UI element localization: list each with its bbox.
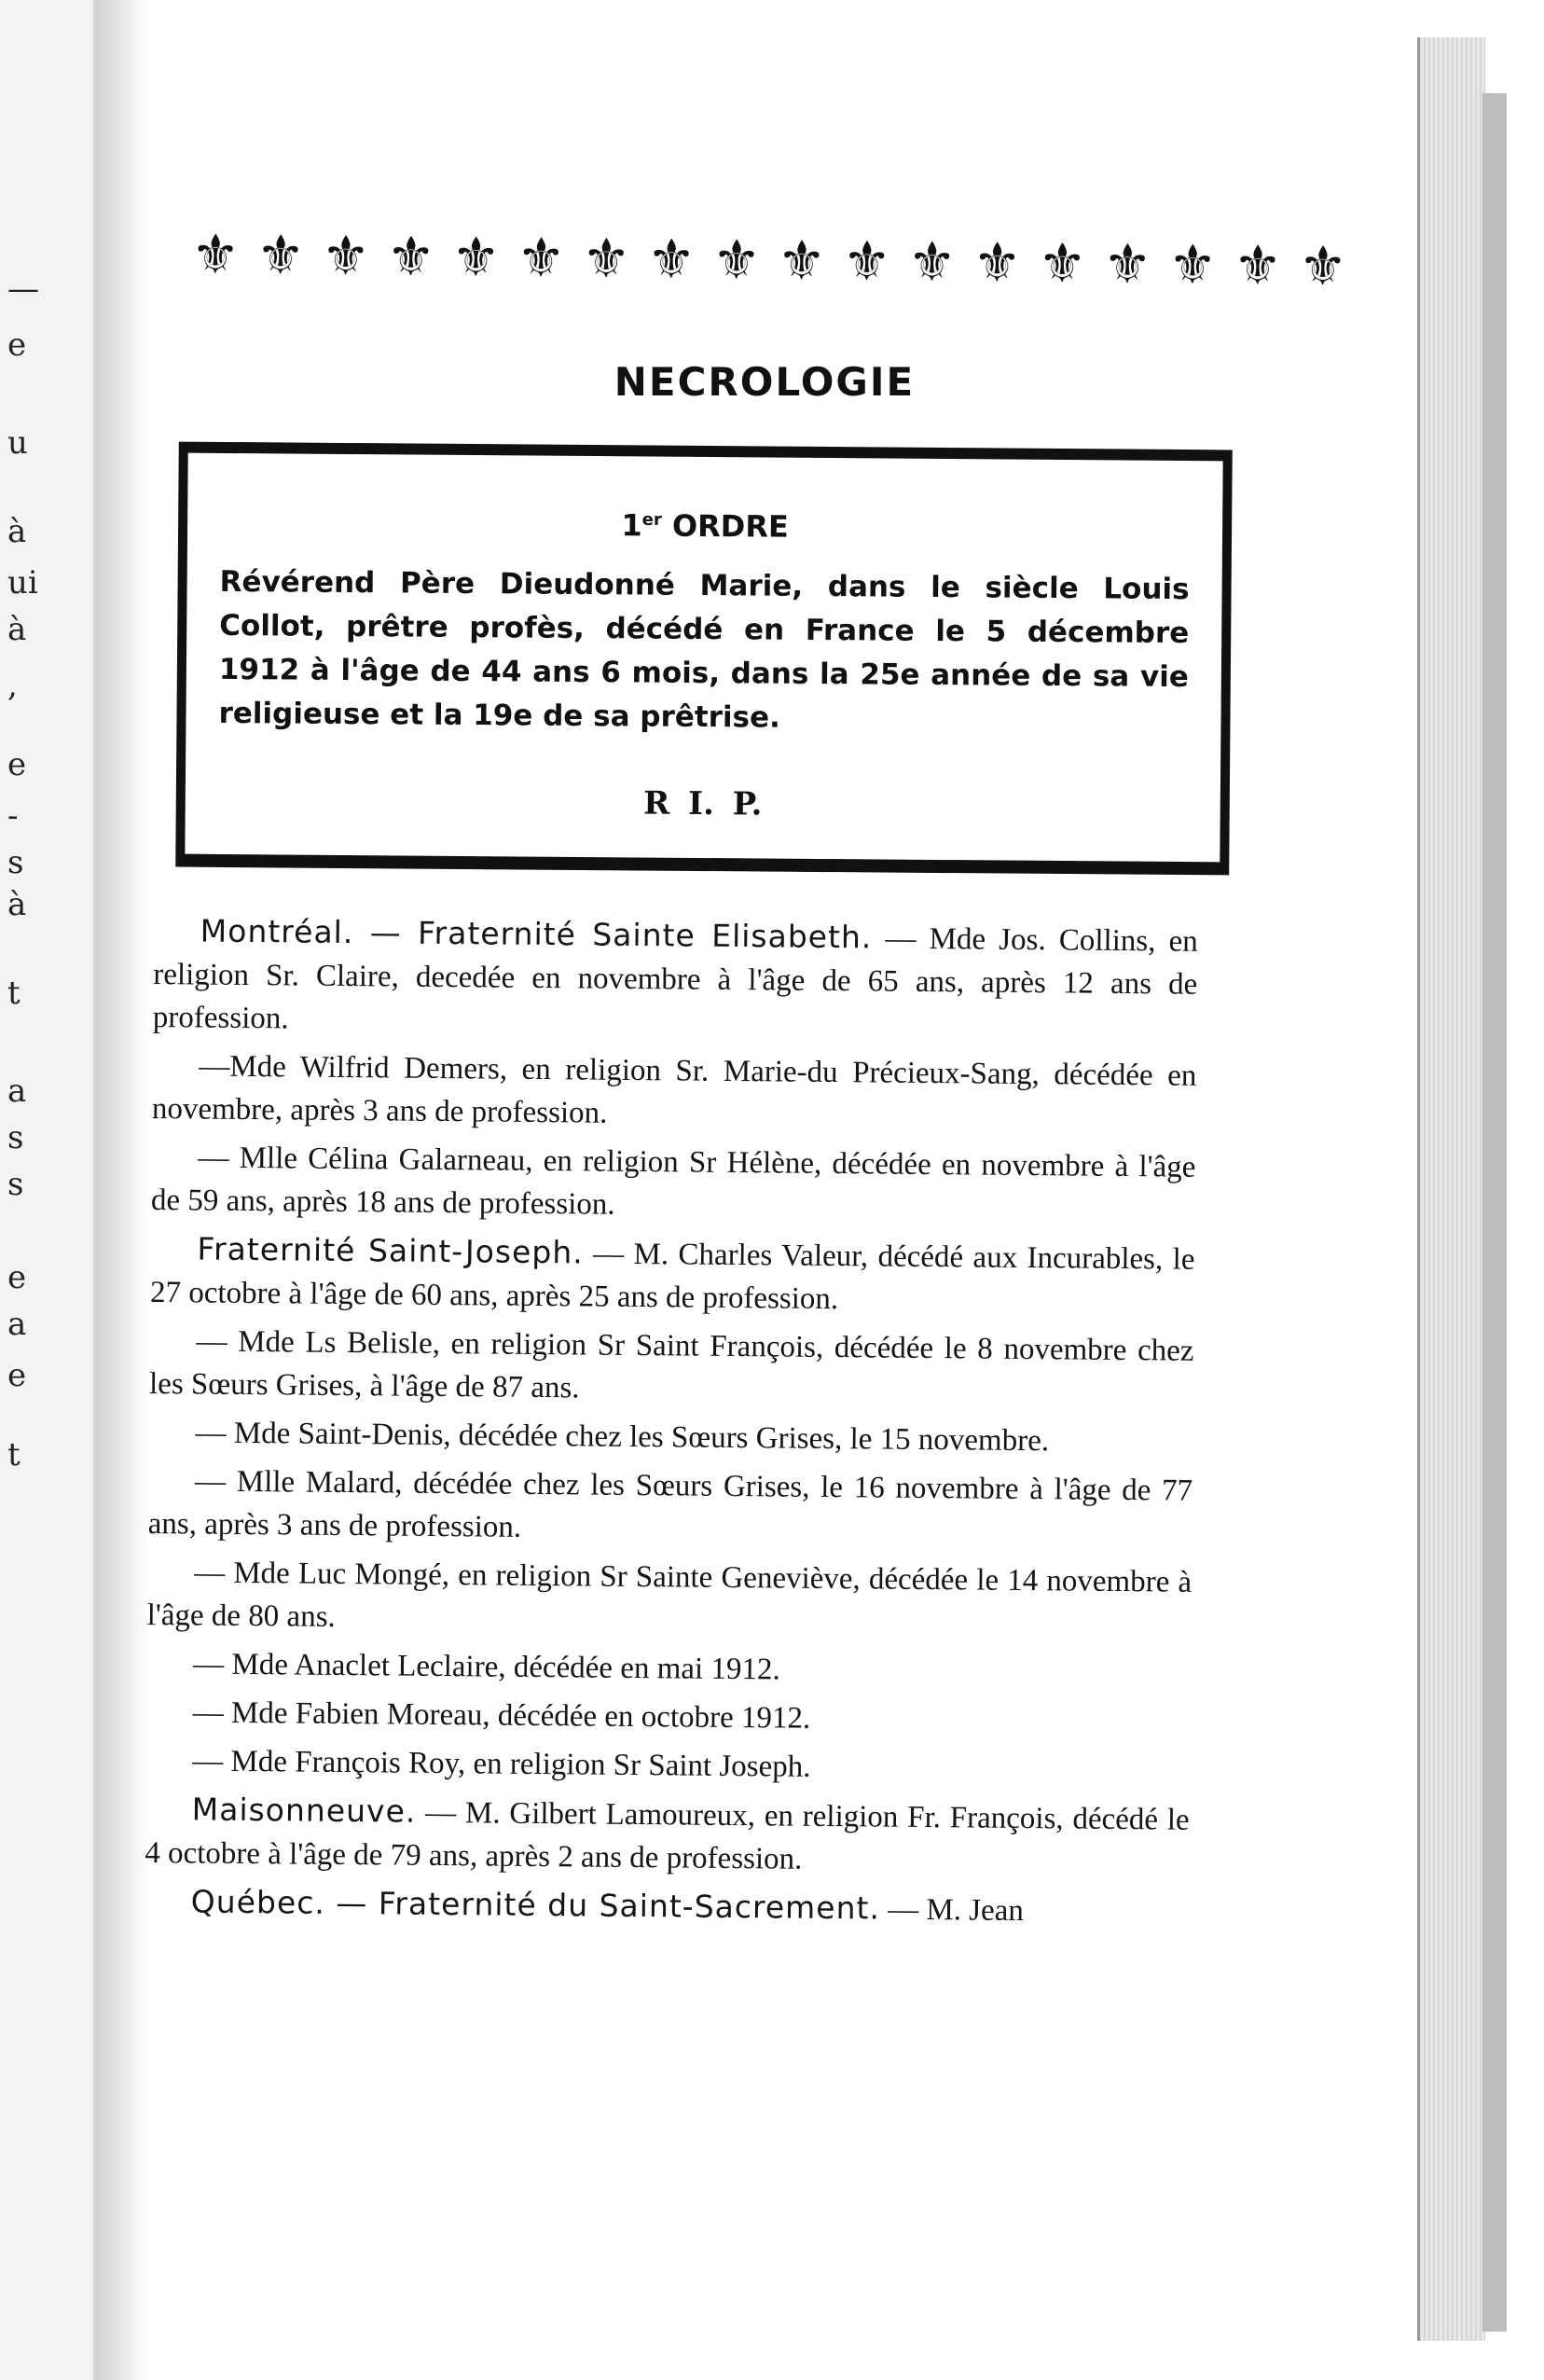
obituary-entry: [145, 1788, 1190, 1885]
page-content: [145, 0, 1408, 2380]
obituary-entry: [146, 1691, 1191, 1744]
obituary-entry: [151, 1136, 1196, 1232]
entry-text: — Mde Anaclet Leclaire, décédée en mai 1912.: [193, 1647, 780, 1687]
obituary-entry: [145, 1880, 1189, 1934]
fleur-de-lis-icon: ⚜: [711, 228, 762, 292]
order-label: ORDRE: [671, 507, 789, 545]
fleur-de-lis-icon: ⚜: [972, 230, 1022, 295]
entry-text: — Mde Luc Mongé, en religion Sr Sainte Geneviève, décédée le 14 novembre à l'âge de 80 ans.: [146, 1556, 1192, 1634]
facing-page-char: e: [7, 326, 27, 364]
fleur-de-lis-icon: ⚜: [842, 228, 892, 294]
facing-page-strip: [0, 0, 106, 2380]
binding-shadow: [93, 0, 149, 2380]
facing-page-char: s: [7, 1166, 24, 1203]
order-suffix: er: [641, 509, 662, 530]
fleur-de-lis-icon: ⚜: [386, 224, 436, 289]
entry-heading: Québec. — Fraternité du Saint-Sacrement.: [190, 1883, 881, 1927]
facing-page-char: s: [7, 1119, 24, 1156]
entry-text: —Mde Wilfrid Demers, en religion Sr. Marie-du Précieux-Sang, décédée en novembre, après 3 ans de profession.: [151, 1049, 1197, 1130]
fleur-de-lis-icon: ⚜: [646, 227, 696, 292]
fleur-de-lis-icon: ⚜: [1298, 233, 1348, 298]
order-heading: [187, 505, 1222, 548]
facing-page-char: —: [7, 270, 39, 308]
facing-page-char: à: [7, 513, 27, 550]
facing-page-char: ,: [7, 667, 18, 704]
rip-text: R I. P.: [642, 784, 763, 823]
obituary-notice-box: [175, 442, 1233, 876]
book-cover-edge: [1482, 93, 1507, 2332]
entry-text: — Mde Fabien Moreau, décédée en octobre 1912.: [192, 1695, 811, 1736]
obituary-list: [144, 909, 1197, 1940]
notice-text: Révérend Père Dieudonné Marie, dans le siècle Louis Collot, prêtre profès, décédé en France le 5 décembre 1912 à l'âge de 44 ans 6 mois, dans la 25e année de sa vie religieuse et la 19e de sa prêtrise.: [218, 564, 1190, 735]
obituary-entry: [149, 1320, 1194, 1416]
entry-text: — M. Jean: [879, 1892, 1025, 1929]
facing-page-char: à: [7, 611, 27, 648]
obituary-entry: [152, 1045, 1197, 1141]
obituary-entry: [146, 1642, 1191, 1695]
obituary-entry: [147, 1551, 1192, 1647]
fleur-de-lis-icon: ⚜: [255, 223, 306, 287]
facing-page-char: s: [7, 844, 24, 881]
entry-heading: Maisonneuve.: [191, 1791, 417, 1830]
fleur-de-lis-icon: ⚜: [517, 226, 566, 290]
facing-page-char: e: [7, 1259, 27, 1296]
facing-page-char: e: [7, 1357, 27, 1394]
fleur-de-lis-icon: ⚜: [451, 225, 501, 289]
facing-page-char: t: [7, 975, 21, 1012]
fleur-de-lis-border: [190, 222, 1348, 298]
fleur-de-lis-icon: ⚜: [321, 223, 371, 288]
page-title: NECROLOGIE: [613, 359, 916, 405]
entry-text: — Mde Jos. Collins, en religion Sr. Claire, decedée en novembre à l'âge de 65 ans, après 12 ans de profession.: [152, 921, 1198, 1036]
entry-text: — Mde Saint-Denis, décédée chez les Sœurs Grises, le 15 novembre.: [195, 1416, 1050, 1459]
order-number: 1: [621, 507, 642, 544]
obituary-entry: [145, 1739, 1190, 1792]
entry-heading: Montréal. — Fraternité Sainte Elisabeth.: [200, 912, 873, 956]
entry-text: — Mlle Malard, décédée chez les Sœurs Grises, le 16 novembre à l'âge de 77 ans, après 3 ans de profession.: [147, 1464, 1193, 1544]
obituary-entry: [150, 1227, 1195, 1324]
fleur-de-lis-icon: ⚜: [1038, 231, 1087, 296]
fleur-de-lis-icon: ⚜: [1233, 233, 1283, 298]
entry-text: — Mlle Célina Galarneau, en religion Sr Hélène, décédée en novembre à l'âge de 59 ans, après 18 ans de profession.: [150, 1141, 1196, 1222]
facing-page-char: u: [7, 424, 28, 462]
facing-page-char: -: [7, 797, 19, 835]
entry-heading: Fraternité Saint-Joseph.: [197, 1230, 584, 1271]
fleur-de-lis-icon: ⚜: [190, 222, 241, 287]
facing-page-char: a: [7, 1306, 27, 1343]
facing-page-char: t: [7, 1436, 21, 1474]
fleur-de-lis-icon: ⚜: [1167, 232, 1218, 298]
entry-text: — Mde François Roy, en religion Sr Saint Joseph.: [192, 1744, 811, 1784]
facing-page-char: ui: [7, 564, 38, 602]
facing-page-char: a: [7, 1072, 27, 1110]
entry-text: — M. Charles Valeur, décédé aux Incurables, le 27 octobre à l'âge de 60 ans, après 25 ans de profession.: [149, 1237, 1195, 1317]
fleur-de-lis-icon: ⚜: [777, 228, 827, 293]
fleur-de-lis-icon: ⚜: [1102, 231, 1152, 297]
entry-text: — Mde Ls Belisle, en religion Sr Saint François, décédée le 8 novembre chez les Sœurs Grises, à l'âge de 87 ans.: [148, 1324, 1194, 1405]
fleur-de-lis-icon: ⚜: [907, 229, 957, 295]
obituary-entry: [153, 909, 1198, 1049]
facing-page-char: à: [7, 886, 27, 923]
fleur-de-lis-icon: ⚜: [581, 226, 631, 291]
facing-page-char: e: [7, 746, 27, 783]
entry-text: — M. Gilbert Lamoureux, en religion Fr. François, décédé le 4 octobre à l'âge de 79 ans, après 2 ans de profession.: [145, 1795, 1190, 1876]
book-page-edges: [1417, 37, 1485, 2341]
obituary-entry: [147, 1460, 1192, 1556]
obituary-entry: [148, 1411, 1192, 1464]
